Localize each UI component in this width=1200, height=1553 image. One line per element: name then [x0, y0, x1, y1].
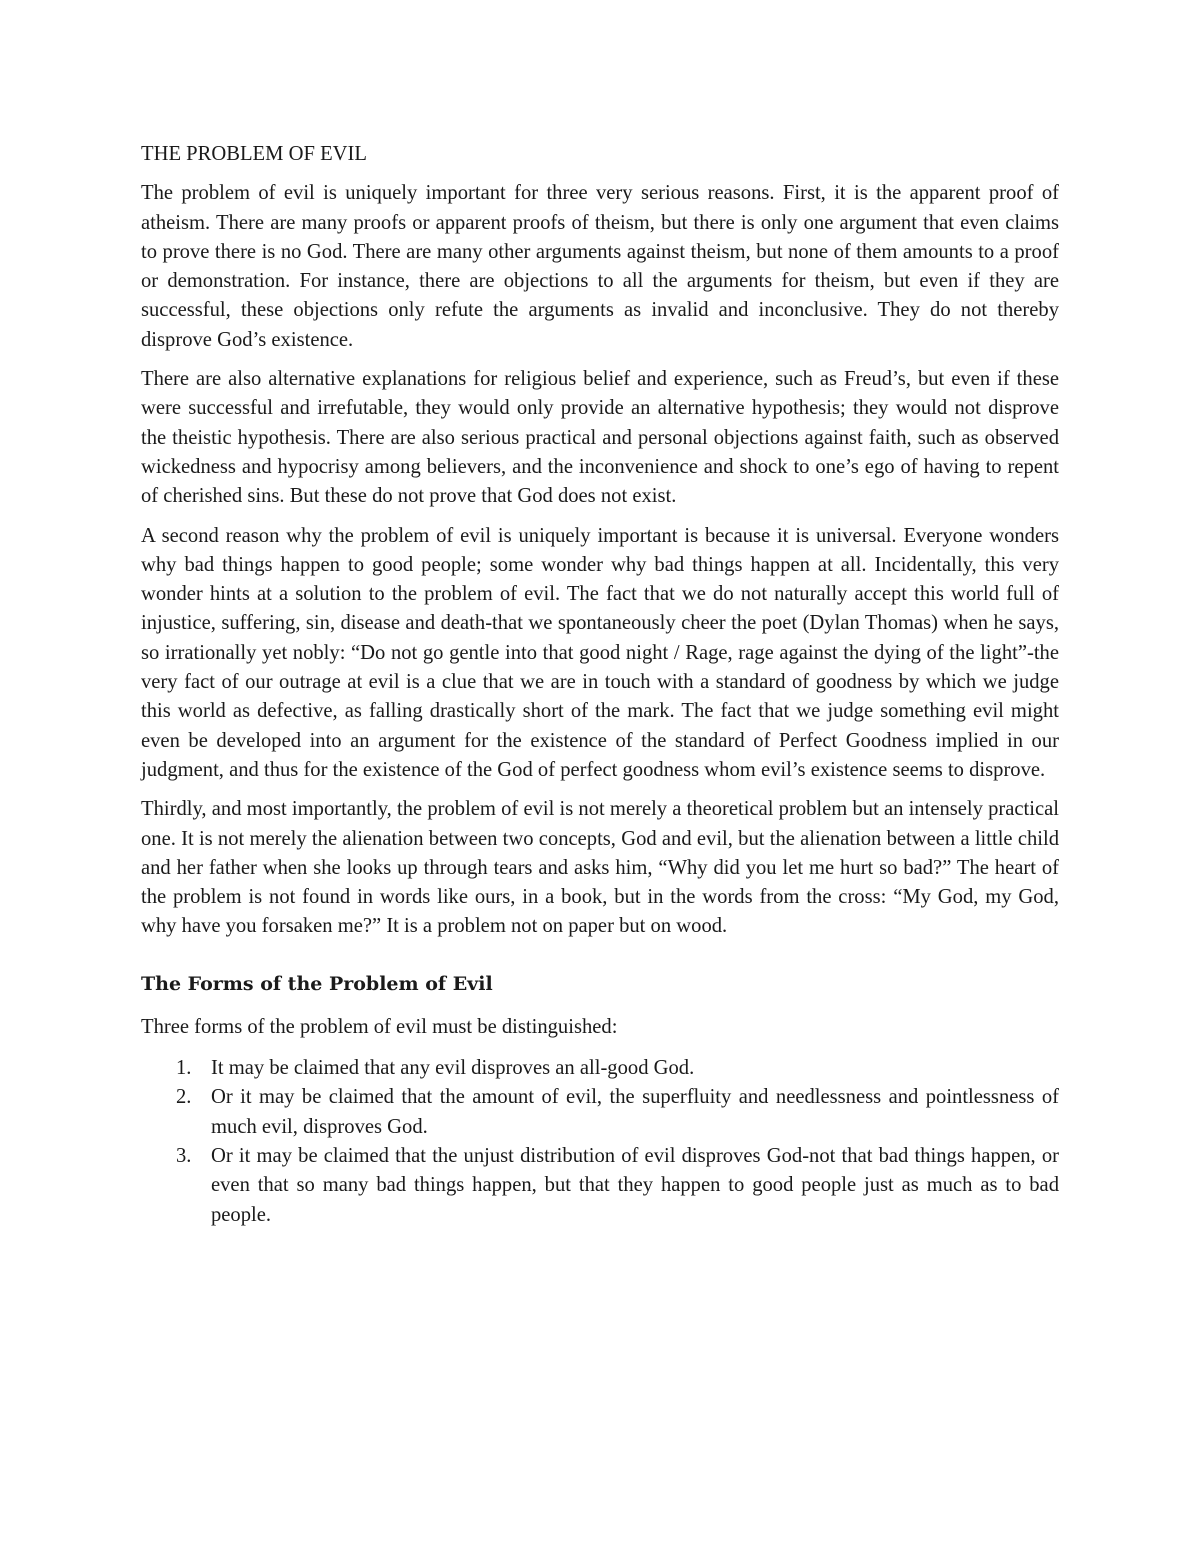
list-item: [141, 1142, 1059, 1230]
list-item-text: It may be claimed that any evil disproves an all-good God.: [211, 1057, 695, 1080]
list-item-number: 1.: [176, 1057, 192, 1080]
paragraph-second-reason: A second reason why the problem of evil is uniquely important is because it is universal. Everyone wonders why bad things happen to good people; some wonder why bad things happen at all. Incidentally, this very wonder hints at a solution to the problem of evil. The fact that we do not naturally accept this world full of injustice, suffering, sin, disease and death-that we spontaneously cheer the poet (Dylan Thomas) when he says, so irrationally yet nobly: “Do not go gentle into that good night / Rage, rage against the dying of the light”-the very fact of our outrage at evil is a clue that we are in touch with a standard of goodness by which we judge this world as defective, as falling drastically short of the mark. The fact that we judge something evil might even be developed into an argument for the existence of the standard of Perfect Goodness implied in our judgment, and thus for the existence of the God of perfect goodness whom evil’s existence seems to disprove.: [141, 524, 1059, 781]
section-intro: Three forms of the problem of evil must be distinguished:: [141, 1015, 618, 1038]
paragraph-reasons-intro: The problem of evil is uniquely important for three very serious reasons. First, it is the apparent proof of atheism. There are many proofs or apparent proofs of theism, but there is only one argument that even claims to prove there is no God. There are many other arguments against theism, but none of them amounts to a proof or demonstration. For instance, there are objections to all the arguments for theism, but even if they are successful, these objections only refute the arguments as invalid and inconclusive. They do not thereby disprove God’s existence.: [141, 182, 1059, 351]
paragraph-alternative-explanations: There are also alternative explanations for religious belief and experience, such as Freud’s, but even if these were successful and irrefutable, they would only provide an alternative hypothesis; they would not disprove the theistic hypothesis. There are also serious practical and personal objections against faith, such as observed wickedness and hypocrisy among believers, and the inconvenience and shock to one’s ego of having to repent of cherished sins. But these do not prove that God does not exist.: [141, 368, 1059, 508]
list-item-number: 3.: [176, 1144, 192, 1167]
list-item-number: 2.: [176, 1086, 192, 1109]
section-heading: The Forms of the Problem of Evil: [141, 972, 493, 995]
list-item: [141, 1083, 1059, 1142]
list-item: [141, 1054, 1059, 1083]
list-item-text: Or it may be claimed that the unjust distribution of evil disproves God-not that bad things happen, or even that so many bad things happen, but that they happen to good people just as much as to bad people.: [211, 1144, 1059, 1226]
document-body: [141, 140, 1059, 1230]
list-item-text: Or it may be claimed that the amount of evil, the superfluity and needlessness and pointlessness of much evil, disproves God.: [211, 1086, 1059, 1138]
forms-list: [141, 1054, 1059, 1230]
paragraph-third-reason: Thirdly, and most importantly, the problem of evil is not merely a theoretical problem but an intensely practical one. It is not merely the alienation between two concepts, God and evil, but the alienation between a little child and her father when she looks up through tears and asks him, “Why did you let me hurt so bad?” The heart of the problem is not found in words like ours, in a book, but in the words from the cross: “My God, my God, why have you forsaken me?” It is a problem not on paper but on wood.: [141, 798, 1059, 938]
document-title: THE PROBLEM OF EVIL: [141, 143, 367, 165]
